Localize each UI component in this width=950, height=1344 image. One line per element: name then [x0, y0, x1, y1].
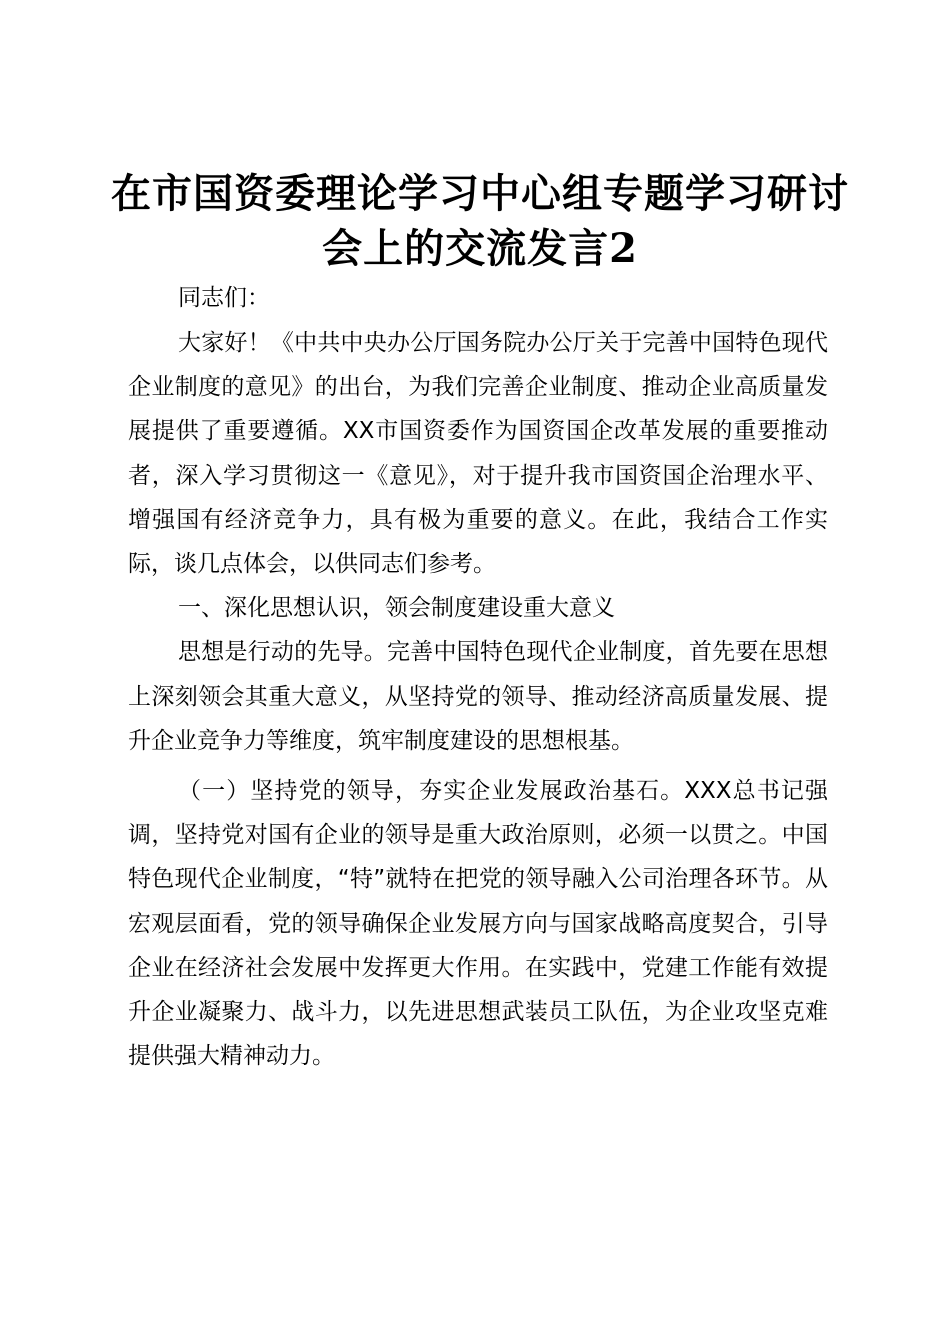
document-title: 在市国资委理论学习中心组专题学习研讨会上的交流发言2	[111, 170, 849, 272]
section-1-paragraph-1: 思想是行动的先导。完善中国特色现代企业制度，首先要在思想上深刻领会其重大意义，从坚持党的领导、推动经济高质量发展、提升企业竞争力等维度，筑牢制度建设的思想根基。	[128, 639, 828, 754]
section-heading-1: 一、深化思想认识，领会制度建设重大意义	[178, 595, 615, 622]
intro-paragraph: 大家好！《中共中央办公厅国务院办公厅关于完善中国特色现代企业制度的意见》的出台，为我们完善企业制度、推动企业高质量发展提供了重要遵循。XX市国资委作为国资国企改革发展的重要推动者，深入学习贯彻这一《意见》，对于提升我市国资国企治理水平、增强国有经济竞争力，具有极为重要的意义。在此，我结合工作实际，谈几点体会，以供同志们参考。	[128, 330, 828, 578]
greeting: 同志们：	[178, 285, 270, 311]
section-1-paragraph-2: （一）坚持党的领导，夯实企业发展政治基石。XXX总书记强调，坚持党对国有企业的领导是重大政治原则，必须一以贯之。中国特色现代企业制度，“特”就特在把党的领导融入公司治理各环节。从宏观层面看，党的领导确保企业发展方向与国家战略高度契合，引导企业在经济社会发展中发挥更大作用。在实践中，党建工作能有效提升企业凝聚力、战斗力，以先进思想武装员工队伍，为企业攻坚克难提供强大精神动力。	[128, 778, 828, 1070]
document-body	[128, 276, 828, 1078]
